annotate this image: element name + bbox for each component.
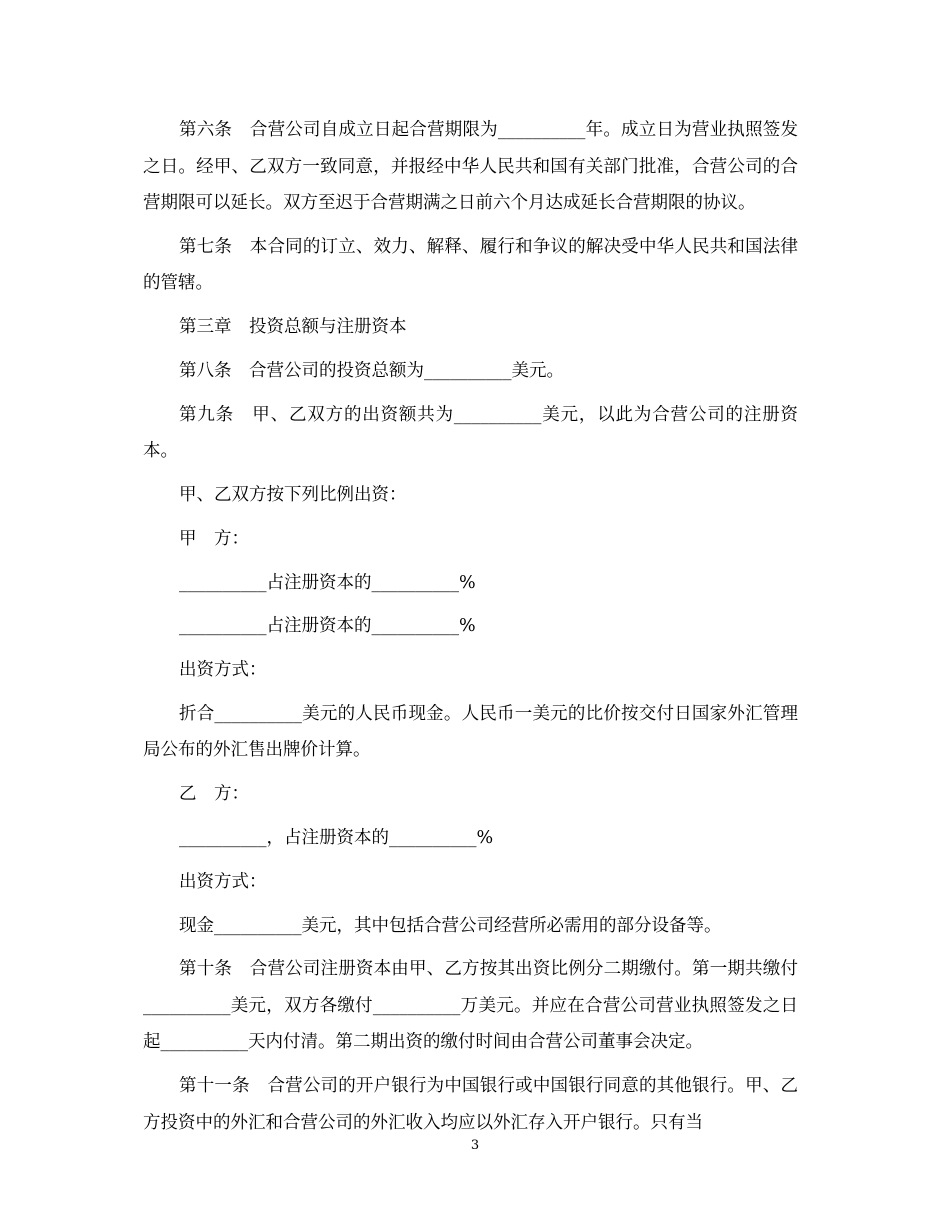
party-a-method-label: 出资方式： bbox=[179, 660, 267, 681]
party-b-method-paragraph: 现金__________美元，其中包括合营公司经营所必需用的部分设备等。 bbox=[179, 915, 722, 936]
party-a-share-line-2: __________占注册资本的__________% bbox=[179, 616, 476, 637]
party-a-label: 甲 方： bbox=[179, 528, 249, 549]
article-8-paragraph: 第八条 合营公司的投资总额为__________美元。 bbox=[179, 360, 564, 381]
party-a-share-line-1: __________占注册资本的__________% bbox=[179, 572, 476, 593]
page-number: 3 bbox=[470, 1138, 480, 1153]
article-6-paragraph: 第六条 合营公司自成立日起合营期限为__________年。成立日为营业执照签发之日。经甲、乙双方一致同意，并报经中华人民共和国有关部门批准，合营公司的合营期限可以延长。双方至迟于合营期满之日前六个月达成延长合营期限的协议。 bbox=[143, 120, 798, 213]
contribution-ratio-intro: 甲、乙双方按下列比例出资： bbox=[179, 484, 407, 505]
document-body bbox=[143, 112, 798, 1141]
party-a-method-paragraph: 折合__________美元的人民币现金。人民币一美元的比价按交付日国家外汇管理局公布的外汇售出牌价计算。 bbox=[143, 703, 798, 761]
party-b-label: 乙 方： bbox=[179, 784, 249, 805]
article-11-paragraph: 第十一条 合营公司的开户银行为中国银行或中国银行同意的其他银行。甲、乙方投资中的外汇和合营公司的外汇收入均应以外汇存入开户银行。只有当 bbox=[143, 1076, 798, 1133]
party-b-method-label: 出资方式： bbox=[179, 871, 267, 892]
party-b-share-line: __________，占注册资本的__________% bbox=[179, 828, 494, 849]
article-10-paragraph: 第十条 合营公司注册资本由甲、乙方按其出资比例分二期缴付。第一期共缴付__________美元，双方各缴付__________万美元。并应在合营公司营业执照签发之日起__________天内付清。第二期出资的缴付时间由合营公司董事会决定。 bbox=[143, 959, 798, 1053]
chapter-3-heading: 第三章 投资总额与注册资本 bbox=[179, 317, 407, 338]
article-7-paragraph: 第七条 本合同的订立、效力、解释、履行和争议的解决受中华人民共和国法律的管辖。 bbox=[143, 236, 798, 294]
article-9-paragraph: 第九条 甲、乙双方的出资额共为__________美元，以此为合营公司的注册资本。 bbox=[143, 404, 798, 462]
